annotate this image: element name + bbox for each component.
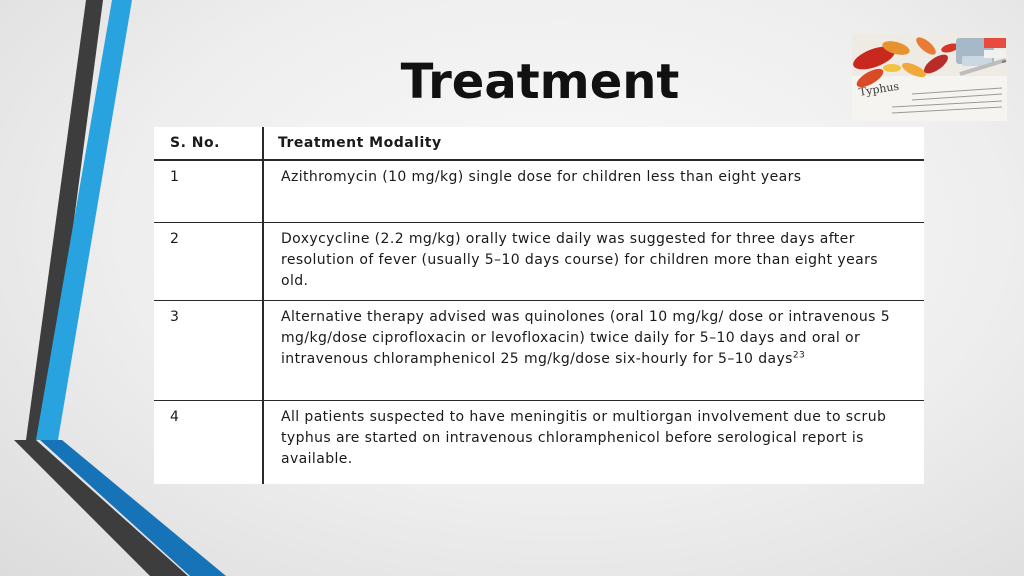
row-modality [263,400,924,484]
table-header-row [154,127,924,160]
column-header-sno: S. No. [154,127,263,160]
row-number: 4 [154,400,263,484]
table-row [154,300,924,400]
table-row [154,222,924,300]
treatment-table [154,127,924,484]
pills-document-image [852,34,1007,121]
row-modality [263,300,924,400]
column-header-modality: Treatment Modality [263,127,924,160]
table-row [154,400,924,484]
row-number: 3 [154,300,263,400]
row-modality-text: Azithromycin (10 mg/kg) single dose for children less than eight years [281,169,802,185]
slide-title: Treatment [400,54,680,110]
stripe-blue-top [36,0,132,440]
row-modality [263,160,924,222]
treatment-table-container [154,127,924,484]
row-modality [263,222,924,300]
row-modality-text: Alternative therapy advised was quinolones (oral 10 mg/kg/ dose or intravenous 5 mg/kg/dose ciprofloxacin or levofloxacin) twice daily for 5–10 days and oral or intravenous chloramphenicol 25 mg/kg/dose six-hourly for 5–10 days [281,308,891,367]
row-modality-text: All patients suspected to have meningitis or multiorgan involvement due to scrub typhus are started on intravenous chloramphenicol before serological report is available. [281,408,887,467]
image-caption: Typhus [858,79,900,99]
row-number: 1 [154,160,263,222]
reference-superscript: 23 [792,349,806,360]
table-row [154,160,924,222]
row-modality-text: Doxycycline (2.2 mg/kg) orally twice daily was suggested for three days after resolution of fever (usually 5–10 days course) for children more than eight years old. [281,230,878,289]
stripe-dark-top [26,0,103,440]
row-number: 2 [154,222,263,300]
